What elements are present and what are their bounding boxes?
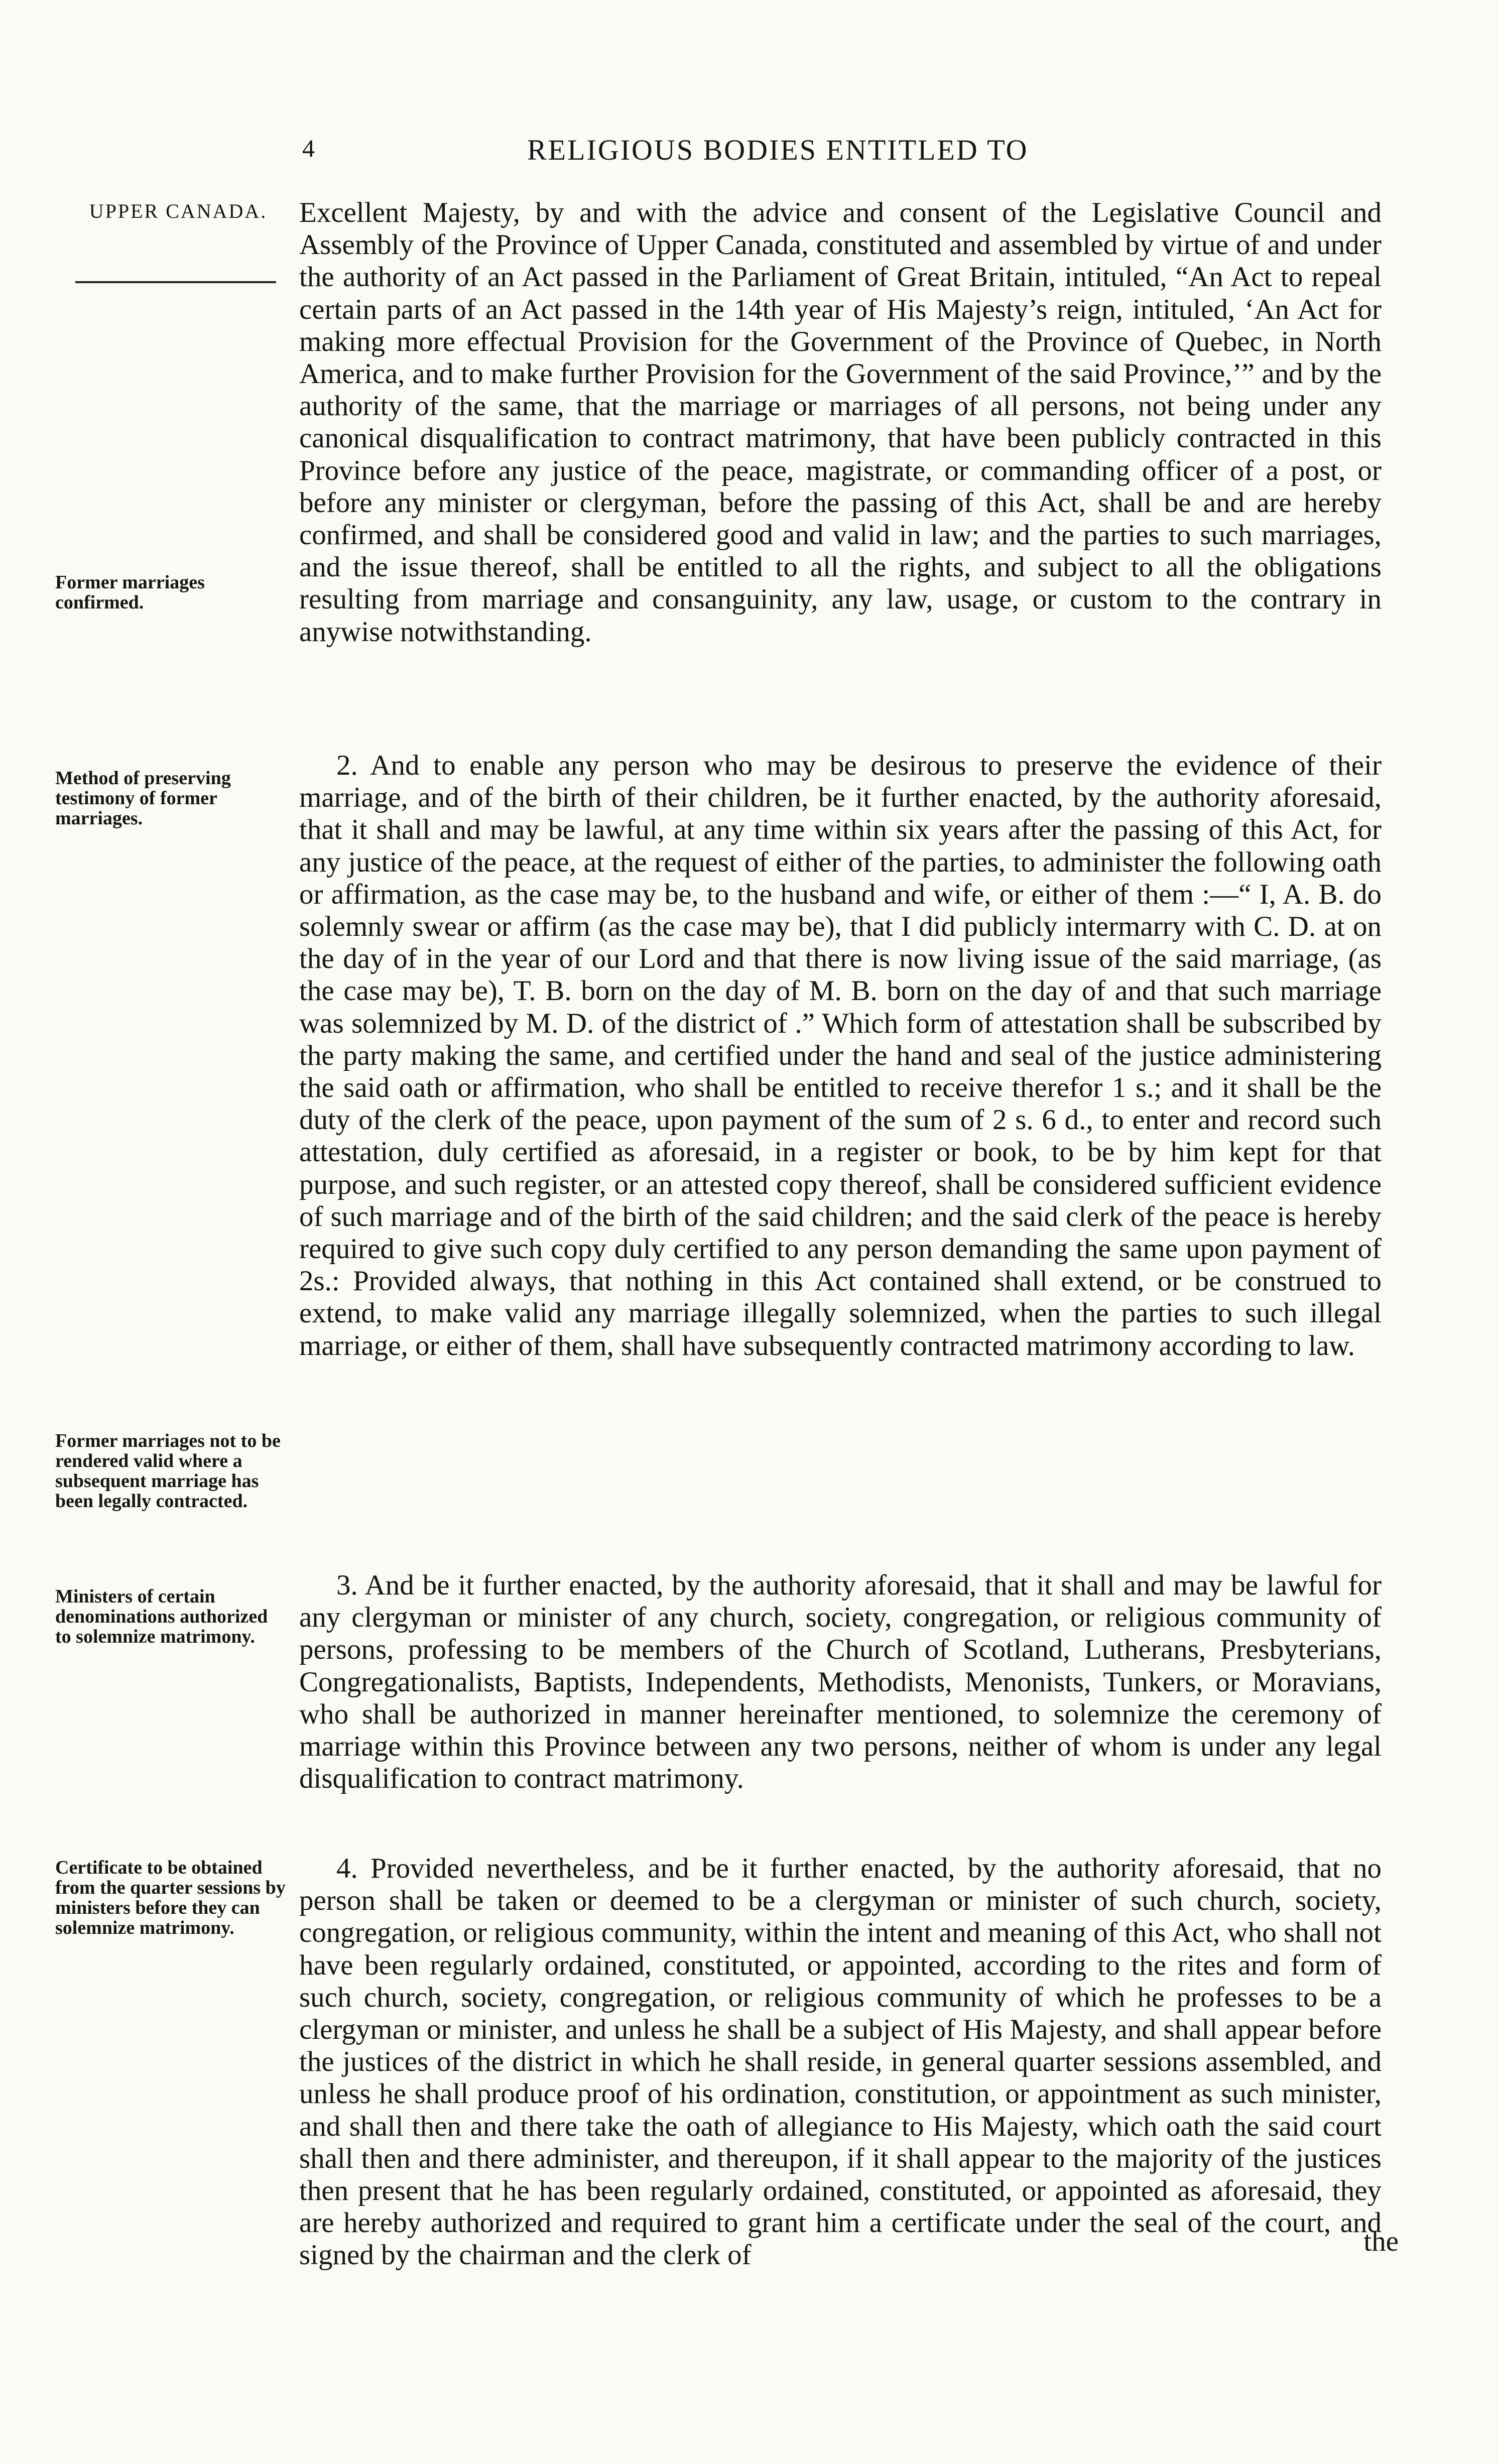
margin-note-ministers-authorized: Ministers of certain denominations authorized to solemnize matrimony. xyxy=(55,1586,268,1647)
paragraph-4 xyxy=(299,1853,1382,2272)
paragraph-3-text: 3. And be it further enacted, by the authority aforesaid, that it shall and may be lawful for any clergyman or minister of any church, society, congregation, or religious community of persons, professing to be members of the Church of Scotland, Lutherans, Presbyterians, Congregationalists, Baptists, Independents, Methodists, Menonists, Tunkers, or Moravians, who shall be authorized in manner hereinafter mentioned, to solemnize the ceremony of marriage within this Province between any two persons, neither of whom is under any legal disqualification to contract matrimony. xyxy=(299,1569,1382,1795)
margin-note-former-marriages-not-valid: Former marriages not to be rendered valid where a subsequent marriage has been legally contracted. xyxy=(55,1430,281,1512)
margin-note-former-marriages-confirmed: Former marriages confirmed. xyxy=(55,572,205,613)
page-number: 4 xyxy=(302,134,315,162)
paragraph-1 xyxy=(299,197,1382,648)
catchword: the xyxy=(1363,2226,1399,2257)
margin-note-method-of-preserving-testimony: Method of preserving testimony of former marriages. xyxy=(55,768,231,829)
paragraph-1-text: Excellent Majesty, by and with the advice and consent of the Legislative Council and Assembly of the Province of Upper Canada, constituted and assembled by virtue of and under the authority of an Act passed in the Parliament of Great Britain, intituled, “An Act to repeal certain parts of an Act passed in the 14th year of His Majesty’s reign, intituled, ‘An Act for making more effectual Provision for the Government of the Province of Quebec, in North America, and to make further Provision for the Government of the said Province,’” and by the authority of the same, that the marriage or marriages of all persons, not being under any canonical disqualification to contract matrimony, that have been publicly contracted in this Province before any justice of the peace, magistrate, or commanding officer of a post, or before any minister or clergyman, before the passing of this Act, shall be and are hereby confirmed, and shall be considered good and valid in law; and the parties to such marriages, and the issue thereof, shall be entitled to all the rights, and subject to all the obligations resulting from marriage and consanguinity, any law, usage, or custom to the contrary in anywise notwithstanding. xyxy=(299,197,1382,648)
paragraph-4-text: 4. Provided nevertheless, and be it further enacted, by the authority aforesaid, that no person shall be taken or deemed to be a clergyman or minister of such church, society, congregation, or religious community, within the intent and meaning of this Act, who shall not have been regularly ordained, constituted, or appointed, according to the rites and form of such church, society, congregation, or religious community of which he professes to be a clergyman or minister, and unless he shall be a subject of His Majesty, and shall appear before the justices of the district in which he shall reside, in general quarter sessions assembled, and unless he shall produce proof of his ordination, constitution, or appointment as such minister, and shall then and there take the oath of allegiance to His Majesty, which oath the said court shall then and there administer, and thereupon, if it shall appear to the majority of the justices then present that he has been regularly ordained, constituted, or appointed as aforesaid, they are hereby authorized and required to grant him a certificate under the seal of the court, and signed by the chairman and the clerk of xyxy=(299,1853,1382,2271)
margin-note-certificate-quarter-sessions: Certificate to be obtained from the quarter sessions by ministers before they can solemnize matrimony. xyxy=(55,1857,286,1938)
margin-section-label: UPPER CANADA. xyxy=(89,200,268,222)
running-head: RELIGIOUS BODIES ENTITLED TO xyxy=(527,134,1029,166)
paragraph-3 xyxy=(299,1569,1382,1795)
margin-divider xyxy=(75,281,276,283)
paragraph-2 xyxy=(299,750,1382,1362)
paragraph-2-text: 2. And to enable any person who may be desirous to preserve the evidence of their marriage, and of the birth of their children, be it further enacted, by the authority aforesaid, that it shall and may be lawful, at any time within six years after the passing of this Act, for any justice of the peace, at the request of either of the parties, to administer the following oath or affirmation, as the case may be, to the husband and wife, or either of them :—“ I, A. B. do solemnly swear or affirm (as the case may be), that I did publicly intermarry with C. D. at on the day of in the year of our Lord and that there is now living issue of the said marriage, (as the case may be), T. B. born on the day of M. B. born on the day of and that such marriage was solemnized by M. D. of the district of .” Which form of attestation shall be subscribed by the party making the same, and certified under the hand and seal of the justice administering the said oath or affirmation, who shall be entitled to receive therefor 1 s.; and it shall be the duty of the clerk of the peace, upon payment of the sum of 2 s. 6 d., to enter and record such attestation, duly certified as aforesaid, in a register or book, to be by him kept for that purpose, and such register, or an attested copy thereof, shall be considered sufficient evidence of such marriage and of the birth of the said children; and the said clerk of the peace is hereby required to give such copy duly certified to any person demanding the same upon payment of 2s.: Provided always, that nothing in this Act contained shall extend, or be construed to extend, to make valid any marriage illegally solemnized, when the parties to such illegal marriage, or either of them, shall have subsequently contracted matrimony according to law. xyxy=(299,750,1382,1362)
